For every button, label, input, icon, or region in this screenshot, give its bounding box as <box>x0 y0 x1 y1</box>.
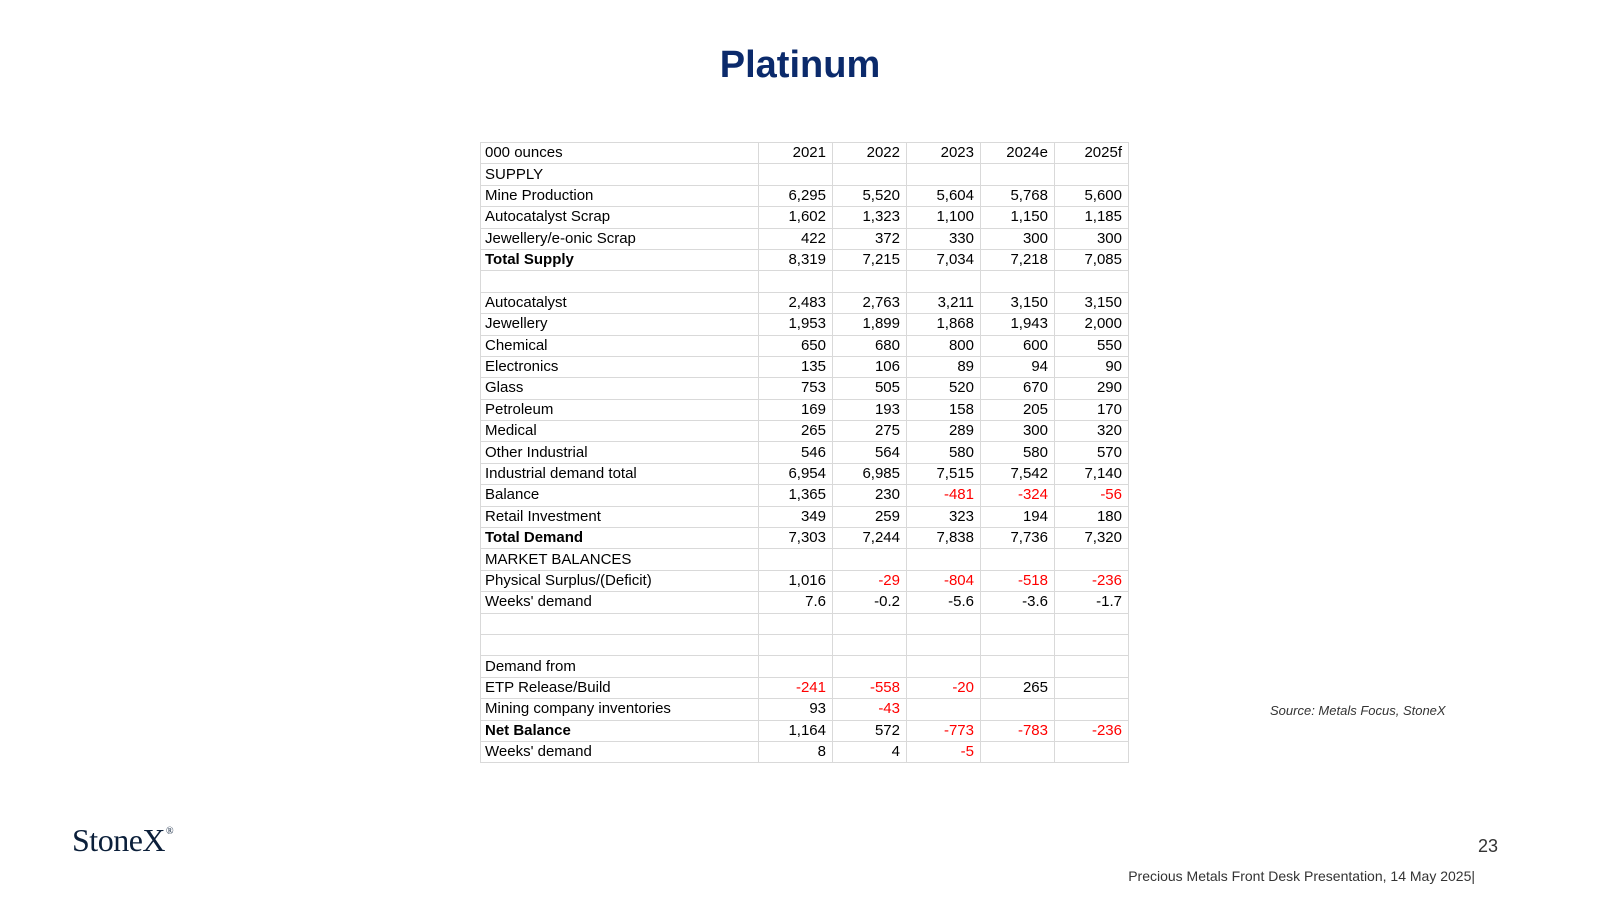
table-cell <box>981 164 1055 185</box>
table-cell: 349 <box>759 506 833 527</box>
table-row <box>481 228 1129 249</box>
table-cell: 106 <box>833 356 907 377</box>
table-cell: 230 <box>833 485 907 506</box>
table-cell: 205 <box>981 399 1055 420</box>
table-cell: 330 <box>907 228 981 249</box>
table-cell: 7,218 <box>981 249 1055 270</box>
registered-mark-icon: ® <box>166 826 174 837</box>
table-row <box>481 634 1129 655</box>
table-cell: -558 <box>833 677 907 698</box>
table-cell: 290 <box>1055 378 1129 399</box>
row-label: SUPPLY <box>481 164 759 185</box>
table-row <box>481 335 1129 356</box>
table-cell: 422 <box>759 228 833 249</box>
row-label: Demand from <box>481 656 759 677</box>
table-cell: 135 <box>759 356 833 377</box>
table-cell: 8 <box>759 741 833 762</box>
table-row <box>481 699 1129 720</box>
table-row <box>481 506 1129 527</box>
table-row <box>481 549 1129 570</box>
table-cell: 8,319 <box>759 249 833 270</box>
table-cell: 580 <box>981 442 1055 463</box>
table-row <box>481 528 1129 549</box>
table-cell <box>833 271 907 292</box>
table-cell: 5,604 <box>907 185 981 206</box>
table-row <box>481 421 1129 442</box>
row-label: Weeks' demand <box>481 741 759 762</box>
row-label: Electronics <box>481 356 759 377</box>
table-cell <box>759 549 833 570</box>
table-cell <box>759 656 833 677</box>
row-label: Jewellery/e-onic Scrap <box>481 228 759 249</box>
table-cell: -241 <box>759 677 833 698</box>
row-label: Balance <box>481 485 759 506</box>
table-cell <box>981 699 1055 720</box>
row-label: Weeks' demand <box>481 592 759 613</box>
row-label: Net Balance <box>481 720 759 741</box>
year-header: 2021 <box>759 143 833 164</box>
year-header: 2022 <box>833 143 907 164</box>
table-cell <box>1055 656 1129 677</box>
table-cell: 300 <box>1055 228 1129 249</box>
table-cell: 194 <box>981 506 1055 527</box>
table-cell <box>1055 549 1129 570</box>
table-row <box>481 570 1129 591</box>
table-row <box>481 356 1129 377</box>
table-cell <box>907 164 981 185</box>
row-label: Petroleum <box>481 399 759 420</box>
row-label: Glass <box>481 378 759 399</box>
row-label: Total Supply <box>481 249 759 270</box>
table-cell: 6,295 <box>759 185 833 206</box>
source-note: Source: Metals Focus, StoneX <box>1270 703 1446 718</box>
table-row <box>481 249 1129 270</box>
row-label: Mine Production <box>481 185 759 206</box>
table-cell <box>981 613 1055 634</box>
unit-label: 000 ounces <box>481 143 759 164</box>
table-cell <box>981 741 1055 762</box>
table-cell: 3,211 <box>907 292 981 313</box>
table-cell: 2,763 <box>833 292 907 313</box>
table-cell: 7,320 <box>1055 528 1129 549</box>
table-cell: 372 <box>833 228 907 249</box>
table-cell <box>981 271 1055 292</box>
stonex-logo <box>72 822 173 859</box>
table-cell: 169 <box>759 399 833 420</box>
table-cell <box>907 613 981 634</box>
table-cell: 800 <box>907 335 981 356</box>
table-cell <box>1055 164 1129 185</box>
row-label: Autocatalyst <box>481 292 759 313</box>
table-cell <box>833 613 907 634</box>
table-cell <box>833 549 907 570</box>
table-cell: 1,185 <box>1055 207 1129 228</box>
table-cell: 265 <box>981 677 1055 698</box>
platinum-balance-table <box>480 142 1129 763</box>
table-cell <box>981 634 1055 655</box>
year-header: 2023 <box>907 143 981 164</box>
table-cell <box>1055 699 1129 720</box>
table-cell: 7,736 <box>981 528 1055 549</box>
table-cell: 2,000 <box>1055 314 1129 335</box>
table-row <box>481 442 1129 463</box>
logo-text: StoneX <box>72 822 165 858</box>
table-cell: 1,100 <box>907 207 981 228</box>
table-cell: 323 <box>907 506 981 527</box>
table-cell: 5,600 <box>1055 185 1129 206</box>
page-number: 23 <box>1478 836 1499 856</box>
table-cell: 1,602 <box>759 207 833 228</box>
table-cell <box>981 549 1055 570</box>
table-cell: 572 <box>833 720 907 741</box>
table-cell: 3,150 <box>1055 292 1129 313</box>
table-row <box>481 592 1129 613</box>
table-cell: 193 <box>833 399 907 420</box>
table-cell: -1.7 <box>1055 592 1129 613</box>
table-row <box>481 314 1129 335</box>
table-cell <box>1055 634 1129 655</box>
table-cell: 180 <box>1055 506 1129 527</box>
table-row <box>481 271 1129 292</box>
table-cell: 259 <box>833 506 907 527</box>
page-title: Platinum <box>719 44 881 86</box>
row-label: Autocatalyst Scrap <box>481 207 759 228</box>
table-cell: 7,085 <box>1055 249 1129 270</box>
table-cell: -43 <box>833 699 907 720</box>
table-cell: -783 <box>981 720 1055 741</box>
table-cell: 320 <box>1055 421 1129 442</box>
table-cell: -236 <box>1055 720 1129 741</box>
table-cell <box>833 634 907 655</box>
table-cell: 520 <box>907 378 981 399</box>
table-cell: 7,515 <box>907 463 981 484</box>
table-cell: -5.6 <box>907 592 981 613</box>
table-cell: 753 <box>759 378 833 399</box>
table-cell: 550 <box>1055 335 1129 356</box>
table-cell <box>907 634 981 655</box>
year-header: 2025f <box>1055 143 1129 164</box>
table-cell <box>759 164 833 185</box>
table-cell: 1,016 <box>759 570 833 591</box>
row-label: Other Industrial <box>481 442 759 463</box>
table-cell: 564 <box>833 442 907 463</box>
table-cell: 300 <box>981 228 1055 249</box>
row-label: Medical <box>481 421 759 442</box>
table-cell: 1,868 <box>907 314 981 335</box>
row-label: Chemical <box>481 335 759 356</box>
table-cell: -773 <box>907 720 981 741</box>
table-cell: 170 <box>1055 399 1129 420</box>
table-row <box>481 677 1129 698</box>
row-label: Retail Investment <box>481 506 759 527</box>
table-cell: 93 <box>759 699 833 720</box>
table-cell: 90 <box>1055 356 1129 377</box>
row-label: Total Demand <box>481 528 759 549</box>
table-cell <box>1055 677 1129 698</box>
table-cell <box>907 271 981 292</box>
table-cell: 650 <box>759 335 833 356</box>
table-cell: 580 <box>907 442 981 463</box>
table-cell <box>907 549 981 570</box>
table-cell: 89 <box>907 356 981 377</box>
table-row <box>481 399 1129 420</box>
table-cell: -56 <box>1055 485 1129 506</box>
table-cell: 1,365 <box>759 485 833 506</box>
table-cell: -3.6 <box>981 592 1055 613</box>
table-cell: 1,164 <box>759 720 833 741</box>
row-label: Physical Surplus/(Deficit) <box>481 570 759 591</box>
table-cell: 3,150 <box>981 292 1055 313</box>
table-cell: 7.6 <box>759 592 833 613</box>
row-label <box>481 613 759 634</box>
table-cell: 7,838 <box>907 528 981 549</box>
table-cell <box>759 634 833 655</box>
row-label: ETP Release/Build <box>481 677 759 698</box>
table-cell: -518 <box>981 570 1055 591</box>
table-cell: 1,943 <box>981 314 1055 335</box>
table-cell <box>759 613 833 634</box>
table-cell: 7,542 <box>981 463 1055 484</box>
table-cell: 275 <box>833 421 907 442</box>
year-header: 2024e <box>981 143 1055 164</box>
table-cell: -804 <box>907 570 981 591</box>
table-row <box>481 741 1129 762</box>
table-row <box>481 185 1129 206</box>
table-cell <box>833 164 907 185</box>
table-row <box>481 207 1129 228</box>
footer-text: Precious Metals Front Desk Presentation, 14 May 2025| <box>1128 868 1475 884</box>
table-cell: 5,520 <box>833 185 907 206</box>
table-row <box>481 463 1129 484</box>
table-cell: 570 <box>1055 442 1129 463</box>
table-row <box>481 164 1129 185</box>
table-cell: -20 <box>907 677 981 698</box>
table-cell: 546 <box>759 442 833 463</box>
table-cell: 680 <box>833 335 907 356</box>
table-header-row <box>481 143 1129 164</box>
row-label <box>481 271 759 292</box>
table-cell <box>907 699 981 720</box>
table-cell: 7,140 <box>1055 463 1129 484</box>
table-cell: 6,985 <box>833 463 907 484</box>
table-cell: 7,244 <box>833 528 907 549</box>
row-label: MARKET BALANCES <box>481 549 759 570</box>
table-cell: 300 <box>981 421 1055 442</box>
table-cell: 7,215 <box>833 249 907 270</box>
table-row <box>481 378 1129 399</box>
table-cell: 1,150 <box>981 207 1055 228</box>
table-cell <box>1055 613 1129 634</box>
table-row <box>481 613 1129 634</box>
table-row <box>481 485 1129 506</box>
table-cell: -481 <box>907 485 981 506</box>
table-cell: 5,768 <box>981 185 1055 206</box>
table-row <box>481 720 1129 741</box>
table-cell: 6,954 <box>759 463 833 484</box>
table-cell <box>759 271 833 292</box>
table-cell: -5 <box>907 741 981 762</box>
table-cell: 2,483 <box>759 292 833 313</box>
row-label: Industrial demand total <box>481 463 759 484</box>
table-cell: 600 <box>981 335 1055 356</box>
table-cell: 1,953 <box>759 314 833 335</box>
table-cell: 7,034 <box>907 249 981 270</box>
table-cell: 505 <box>833 378 907 399</box>
table-cell <box>907 656 981 677</box>
table-row <box>481 656 1129 677</box>
row-label: Mining company inventories <box>481 699 759 720</box>
row-label <box>481 634 759 655</box>
table-cell: 7,303 <box>759 528 833 549</box>
table-cell: 94 <box>981 356 1055 377</box>
table-cell: -324 <box>981 485 1055 506</box>
table-cell: -236 <box>1055 570 1129 591</box>
table-cell: 158 <box>907 399 981 420</box>
table-cell <box>833 656 907 677</box>
table-row <box>481 292 1129 313</box>
table-cell <box>981 656 1055 677</box>
table-cell: -29 <box>833 570 907 591</box>
table-cell: 4 <box>833 741 907 762</box>
table-cell: 289 <box>907 421 981 442</box>
row-label: Jewellery <box>481 314 759 335</box>
table-cell <box>1055 741 1129 762</box>
table-cell <box>1055 271 1129 292</box>
table-cell: 670 <box>981 378 1055 399</box>
table-cell: 1,899 <box>833 314 907 335</box>
table-cell: -0.2 <box>833 592 907 613</box>
table-cell: 1,323 <box>833 207 907 228</box>
table-cell: 265 <box>759 421 833 442</box>
